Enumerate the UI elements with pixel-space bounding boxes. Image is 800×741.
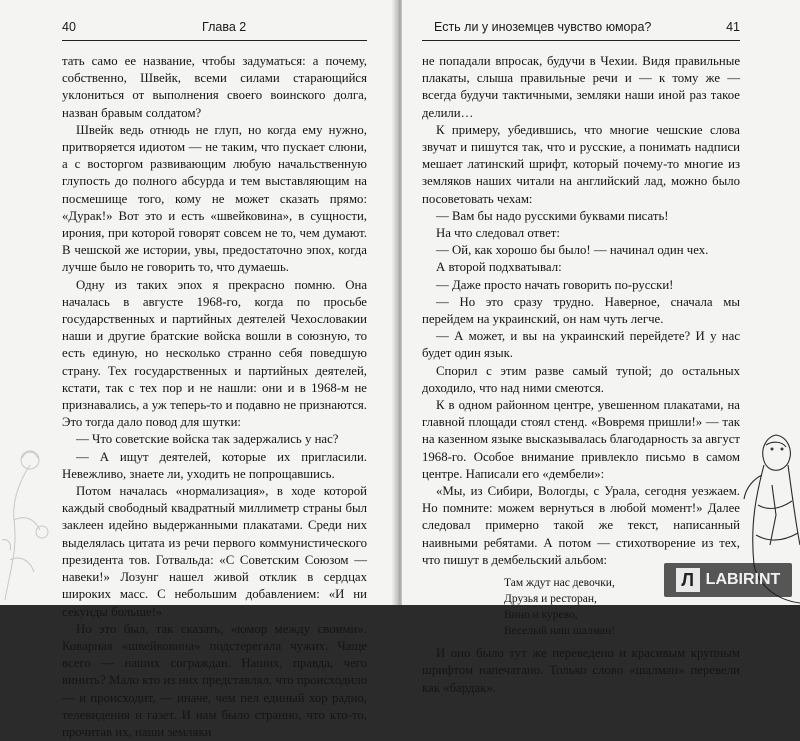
left-running-head: [62, 20, 367, 40]
page-number-right: 41: [726, 20, 740, 34]
paragraph: не попадали впросак, будучи в Чехии. Видя правильные плакаты, слыша правильные речи и — к тому же — всегда будучи тактичными, земляки наши иной раз такое делили…: [422, 54, 740, 120]
poem-line: Вино и курево,: [504, 609, 578, 622]
right-page-text: [422, 53, 740, 697]
labirint-logo-icon: Л: [676, 568, 700, 592]
paragraph: «Мы, из Сибири, Вологды, с Урала, сегодня уезжаем. Но помните: можем вернуться в любой момент!» Далее следовал примерно такой же текст, написанный наивными ребятами. А потом — стихотворение из тех, что пишут в дембельский альбом:: [422, 484, 740, 567]
header-rule-right: [422, 40, 740, 41]
right-page: [402, 0, 800, 695]
paragraph: — Даже просто начать говорить по-русски!: [436, 277, 674, 292]
paragraph: А второй подхватывал:: [436, 260, 562, 275]
right-paragraphs-after: [422, 645, 740, 697]
paragraph: К примеру, убедившись, что многие чешские слова звучат и пишутся так, что и русские, а понимать надписи мешает латинский шрифт, который почему-то многие из земляков наших читали на английский лад, можно было посоветовать чехам:: [422, 122, 740, 206]
paragraph: К в одном районном центре, увешенном плакатами, на главной площади стоял стенд. «Вовремя пришли!» — так на казенном языке высказывалась благодарность за август 1968-го. Особое внимание привлекло письмо в самом центре. Написали его «дембели»:: [422, 398, 741, 481]
page-number-left: 40: [62, 20, 76, 34]
chapter-title: Глава 2: [202, 20, 247, 34]
right-paragraphs-before: [422, 53, 740, 569]
paragraph: Потом началась «нормализация», в ходе которой каждый свободный квадратный миллиметр страны был заклеен идейно выдержанными плакатами. Среди них выделялась цитата из речи первого коммунистического президента тов. Готвальда: «С Советским Союзом — навеки!» Лозунг нашел живой отклик в сердцах широких масс. С небольшим добавлением: «И ни секунды больше!»: [62, 484, 367, 619]
paragraph: — Но это сразу трудно. Наверное, сначала мы перейдем на украинский, он нам чуть легче.: [422, 294, 740, 327]
paragraph: — Ой, как хорошо бы было! — начинал один чех.: [436, 243, 709, 258]
paragraph: — А ищут деятелей, которые их пригласили. Невежливо, знаете ли, уходить не попрощавшись.: [62, 449, 367, 481]
decorative-flower-illustration: [0, 420, 60, 605]
section-title: Есть ли у иноземцев чувство юмора?: [434, 20, 652, 34]
right-running-head: [422, 20, 740, 40]
paragraph: И оно было тут же переведено и красивым крупным шрифтом напечатано. Только слово «шалман» перевели как «бардак».: [422, 646, 740, 695]
poem-line: Там ждут нас девочки,: [504, 577, 615, 590]
paragraph: — А может, и вы на украинский перейдете? И у нас будет один язык.: [422, 329, 740, 361]
left-page: [0, 0, 398, 739]
paragraph: Спорил с этим разве самый тупой; до остальных доходило, что над ними смеются.: [422, 363, 740, 395]
paragraph: Швейк ведь отнюдь не глуп, но когда ему нужно, притворяется идиотом — не таким, что пускает слюни, а с восторгом развивающим любую начальственную глупость до полного абсурда и тем выставляющим на посмешище того, кому не может сказать прямо: «Дурак!» Вот это и есть «швейковина», в сущности, ирония, при которой говорят совсем не то, чем думают. В чешской же истории, увы, предостаточно эпох, когда лучше было не говорить то, что думаешь.: [62, 122, 367, 275]
paragraph: На что следовал ответ:: [436, 226, 560, 241]
left-page-text: [62, 53, 367, 741]
poem-line: Веселый наш шалман!: [504, 625, 615, 638]
header-rule-left: [62, 40, 367, 41]
labirint-watermark: [664, 563, 792, 597]
paragraph: — Что советские войска так задержались у нас?: [76, 432, 339, 447]
paragraph: тать само ее название, чтобы задуматься: а почему, собственно, Швейк, всеми силами старающийся уклониться от выполнения своего воинского долга, назван бравым солдатом?: [62, 54, 367, 120]
paragraph: — Вам бы надо русскими буквами писать!: [436, 208, 669, 223]
watermark-text: LABIRINT: [705, 571, 781, 588]
paragraph: Но это был, так сказать, «юмор между своими». Коварная «швейковина» подстерегала чужих. Чаще всего — наших сограждан. Наших, правда, чего винить? Мало кто из них представлял, что происходило — и происходит, — иначе, чем пел единый хор радио, телевидения и газет. И нам было странно, что кто-то, прочитав их, наши земляки: [62, 621, 367, 739]
paragraph: Одну из таких эпох я прекрасно помню. Она началась в августе 1968-го, когда по просьбе государственных и партийных деятелей Чехословакии наши и другие братские войска вошли в союзную, то есть единую, но несколько странно себя поведшую страну. Тех государственных и партийных деятелей, кстати, так с тех пор и не нашли: они и в 1968-м не признавались, а уж теперь-то и подавно не признаются. Это тогда дало повод для шутки:: [62, 277, 367, 430]
poem-line: Друзья и ресторан,: [504, 593, 597, 606]
